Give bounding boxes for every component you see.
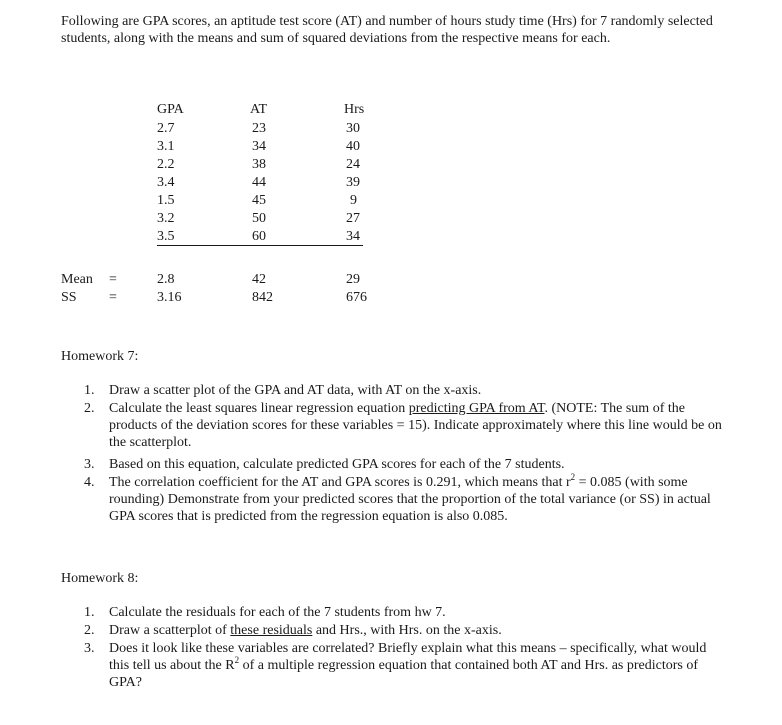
item-text-part: . (NOTE: The sum of the products of the deviation scores for these variables = 15). Indicate approximately where this line would be on the scatterplot. bbox=[109, 401, 722, 450]
table-rule bbox=[157, 245, 363, 246]
at-value: 34 bbox=[252, 139, 266, 154]
item-number: 1. bbox=[84, 605, 95, 620]
hrs-value: 27 bbox=[346, 211, 360, 226]
list-item bbox=[84, 640, 724, 691]
item-text-part: of a multiple regression equation that contained both AT and Hrs. as predictors of GPA? bbox=[109, 658, 699, 690]
gpa-value: 3.5 bbox=[157, 229, 175, 244]
item-text: Draw a scatter plot of the GPA and AT data, with AT on the x-axis. bbox=[109, 383, 482, 398]
item-text bbox=[109, 474, 724, 525]
hrs-value: 24 bbox=[346, 157, 360, 172]
at-value: 23 bbox=[252, 121, 266, 136]
hrs-value: 39 bbox=[346, 175, 360, 190]
header-gpa: GPA bbox=[157, 102, 184, 117]
mean-gpa: 2.8 bbox=[157, 272, 175, 287]
hrs-value: 40 bbox=[346, 139, 360, 154]
ss-label: SS bbox=[61, 290, 77, 305]
hrs-value: 34 bbox=[346, 229, 360, 244]
at-value: 38 bbox=[252, 157, 266, 172]
at-value: 60 bbox=[252, 229, 266, 244]
item-text bbox=[109, 622, 724, 639]
hrs-value: 30 bbox=[346, 121, 360, 136]
list-item bbox=[84, 382, 724, 399]
list-item bbox=[84, 622, 724, 639]
item-text bbox=[109, 400, 724, 451]
at-value: 45 bbox=[252, 193, 266, 208]
at-value: 50 bbox=[252, 211, 266, 226]
ss-equals: = bbox=[109, 290, 117, 305]
mean-label: Mean bbox=[61, 272, 93, 287]
underlined-phrase: predicting GPA from AT bbox=[408, 401, 545, 416]
item-text-part: Calculate the least squares linear regression equation bbox=[109, 401, 409, 416]
item-number: 2. bbox=[84, 401, 95, 416]
item-text bbox=[109, 640, 724, 691]
item-text: Calculate the residuals for each of the 7 students from hw 7. bbox=[109, 605, 446, 620]
item-text-part: = 0.085 (with some rounding) Demonstrate from your predicted scores that the proportion of the total variance (or SS) in actual GPA scores that is predicted from the regression equation is also 0.085. bbox=[109, 475, 711, 524]
item-text-part: and Hrs., with Hrs. on the x-axis. bbox=[312, 623, 502, 638]
item-number: 1. bbox=[84, 383, 95, 398]
gpa-value: 3.4 bbox=[157, 175, 175, 190]
item-number: 4. bbox=[84, 475, 95, 490]
homework-7-title: Homework 7: bbox=[61, 349, 139, 364]
mean-equals: = bbox=[109, 272, 117, 287]
gpa-value: 3.1 bbox=[157, 139, 175, 154]
homework-8-title: Homework 8: bbox=[61, 571, 139, 586]
gpa-value: 2.7 bbox=[157, 121, 175, 136]
mean-hrs: 29 bbox=[346, 272, 360, 287]
item-number: 3. bbox=[84, 641, 95, 656]
underlined-phrase: these residuals bbox=[230, 623, 313, 638]
gpa-value: 2.2 bbox=[157, 157, 175, 172]
item-number: 2. bbox=[84, 623, 95, 638]
list-item bbox=[84, 456, 724, 473]
item-text-part: Does it look like these variables are correlated? Briefly explain what this means – specifically, what would this tell us about the R bbox=[109, 641, 707, 673]
item-number: 3. bbox=[84, 457, 95, 472]
ss-hrs: 676 bbox=[346, 290, 367, 305]
gpa-value: 1.5 bbox=[157, 193, 175, 208]
header-at: AT bbox=[250, 102, 268, 117]
intro-paragraph: Following are GPA scores, an aptitude test score (AT) and number of hours study time (Hrs) for 7 randomly selected students, along with the means and sum of squared deviations from the respective means for each. bbox=[61, 14, 713, 46]
list-item bbox=[84, 604, 724, 621]
superscript: 2 bbox=[570, 472, 576, 482]
hrs-value: 9 bbox=[350, 193, 357, 208]
item-text-part: The correlation coefficient for the AT and GPA scores is 0.291, which means that r bbox=[109, 475, 571, 490]
at-value: 44 bbox=[252, 175, 266, 190]
ss-at: 842 bbox=[252, 290, 273, 305]
header-hrs: Hrs bbox=[344, 102, 365, 117]
list-item bbox=[84, 474, 724, 525]
list-item bbox=[84, 400, 724, 451]
gpa-value: 3.2 bbox=[157, 211, 175, 226]
mean-at: 42 bbox=[252, 272, 266, 287]
item-text-part: Draw a scatterplot of bbox=[109, 623, 231, 638]
superscript: 2 bbox=[234, 655, 240, 665]
ss-gpa: 3.16 bbox=[157, 290, 182, 305]
item-text: Based on this equation, calculate predicted GPA scores for each of the 7 students. bbox=[109, 457, 565, 472]
